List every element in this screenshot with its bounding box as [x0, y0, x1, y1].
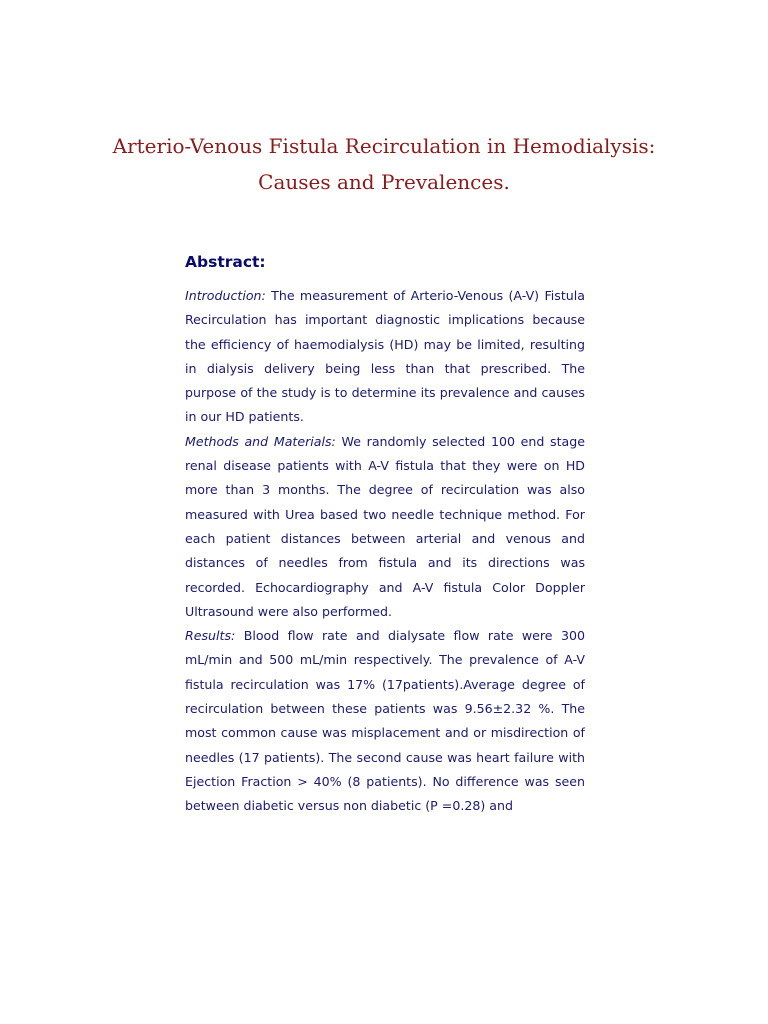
introduction-text: The measurement of Arterio-Venous (A-V) Fistula Recirculation has important diagnostic implications because the efficiency of haemodialysis (HD) may be limited, resulting in dialysis delivery being less than that prescribed. The purpose of the study is to determine its prevalence and causes in our HD patients. [185, 288, 585, 425]
paper-title [0, 128, 768, 200]
abstract-section [185, 250, 585, 819]
results-label: Results: [185, 628, 236, 644]
results-paragraph [185, 624, 585, 818]
methods-text: We randomly selected 100 end stage renal disease patients with A-V fistula that they were on HD more than 3 months. The degree of recirculation was also measured with Urea based two needle technique method. For each patient distances between arterial and venous and distances of needles from fistula and its directions was recorded. Echocardiography and A-V fistula Color Doppler Ultrasound were also performed. [185, 433, 586, 619]
introduction-paragraph [185, 284, 585, 430]
paper-title-line-2: Causes and Prevalences. [258, 170, 510, 194]
introduction-label: Introduction: [185, 288, 266, 303]
methods-label: Methods and Materials: [185, 433, 336, 449]
methods-paragraph [185, 430, 585, 624]
results-text: Blood flow rate and dialysate flow rate were 300 mL/min and 500 mL/min respectively. The prevalence of A-V fistula recirculation was 17% (17patients).Average degree of recirculation between these patients was 9.56±2.32 %. The most common cause was misplacement and or misdirection of needles (17 patients). The second cause was heart failure with Ejection Fraction > 40% (8 patients). No difference was seen between diabetic versus non diabetic (P =0.28) and [185, 628, 585, 814]
paper-title-line-1: Arterio-Venous Fistula Recirculation in Hemodialysis: [112, 134, 656, 158]
abstract-heading: Abstract: [185, 253, 266, 271]
